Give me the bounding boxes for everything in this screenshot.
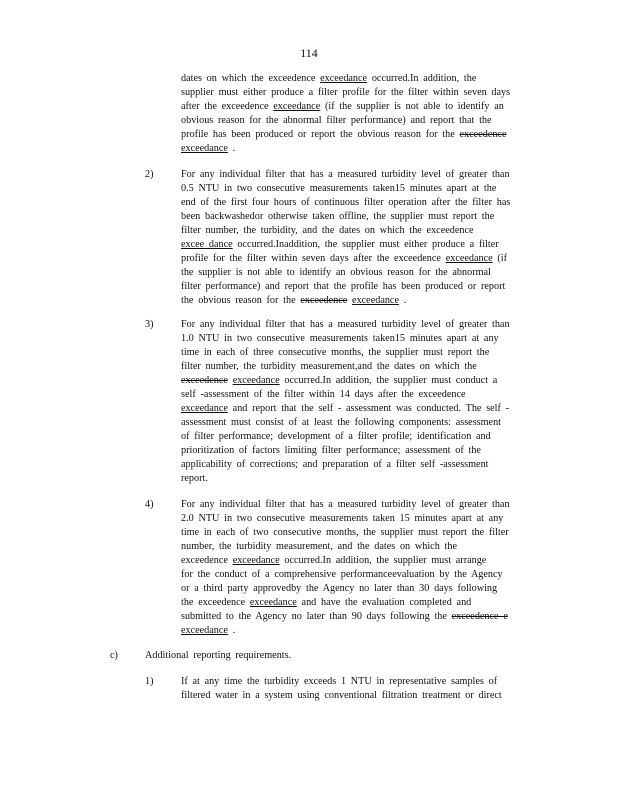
text-line (181, 374, 510, 388)
underlined-insertion: exceedance (232, 555, 280, 566)
text-line (181, 224, 510, 238)
text-line (181, 675, 502, 689)
underlined-insertion: exceedance (445, 253, 493, 264)
text-run: supplier must either produce a filter profile for the filter within seven days (181, 87, 511, 98)
item-c1-paragraph (181, 675, 502, 703)
text-run: . (227, 143, 236, 154)
text-run: occurred.In addition, the supplier must arrange (279, 555, 487, 566)
text-line (181, 210, 510, 224)
section-heading (145, 649, 291, 663)
text-run: . (398, 295, 407, 306)
text-run: occurred.Inaddition, the supplier must either produce a filter (232, 239, 499, 250)
section-marker: c) (110, 650, 118, 661)
text-run: the exceedence (181, 597, 250, 608)
text-run: assessment must consist of at least the following components: assessment (181, 417, 502, 428)
text-run: prioritization of factors limiting filter performance; assessment of the (181, 445, 481, 456)
text-run: (if (492, 253, 508, 264)
text-line (181, 472, 510, 486)
text-run: for the conduct of a comprehensive performanceevaluation by the Agency (181, 569, 503, 580)
underlined-insertion: exceedance (232, 375, 280, 386)
text-line (181, 416, 510, 430)
text-run: exceedence (181, 555, 233, 566)
item-marker: 3) (145, 319, 154, 330)
text-run: and have the evaluation completed and (296, 597, 472, 608)
text-run: submitted to the Agency no later than 90 days following the (181, 611, 452, 622)
text-run: been backwashedor otherwise taken offline, the supplier must report the (181, 211, 495, 222)
text-line (181, 346, 510, 360)
text-line (181, 689, 502, 703)
text-run: . (227, 625, 236, 636)
text-line (181, 388, 510, 402)
struck-deletion: exceedence (181, 375, 228, 386)
item-marker: 4) (145, 499, 154, 510)
text-line (181, 294, 510, 308)
text-run: end of the first four hours of continuous filter operation after the filter has (181, 197, 511, 208)
text-line (181, 128, 510, 142)
text-line (181, 498, 510, 512)
text-run: If at any time the turbidity exceeds 1 NTU in representative samples of (181, 676, 498, 687)
text-run: dates on which the exceedence (181, 73, 321, 84)
item-2-paragraph (181, 168, 510, 308)
text-line (181, 318, 510, 332)
text-line (181, 142, 510, 156)
text-line (181, 252, 510, 266)
text-line (181, 402, 510, 416)
text-run: obvious reason for the abnormal filter performance) and report that the (181, 115, 492, 126)
text-run: time in each of three consecutive months, the supplier must report the (181, 347, 490, 358)
text-run: For any individual filter that has a measured turbidity level of greater than (181, 169, 510, 180)
text-run: time in each of two consecutive months, the supplier must report the filter (181, 527, 509, 538)
text-line (181, 114, 510, 128)
text-run: the obvious reason for the (181, 295, 301, 306)
text-line (181, 526, 510, 540)
item-4-paragraph (181, 498, 510, 638)
text-run: (if the supplier is not able to identify an (320, 101, 504, 112)
text-line (181, 182, 510, 196)
continuation-paragraph (181, 72, 510, 156)
text-line (181, 168, 510, 182)
text-line (181, 430, 510, 444)
text-run: occurred.In addition, the (367, 73, 477, 84)
text-line (181, 238, 510, 252)
text-line (181, 568, 510, 582)
struck-deletion: exceedence (459, 129, 507, 140)
text-line (181, 610, 510, 624)
text-line (181, 540, 510, 554)
text-run: 0.5 NTU in two consecutive measurements taken15 minutes apart at the (181, 183, 497, 194)
page-number: 114 (300, 46, 318, 60)
section-heading-text: Additional reporting requirements. (145, 650, 292, 661)
text-run: 1.0 NTU in two consecutive measurements taken15 minutes apart at any (181, 333, 499, 344)
text-line (181, 554, 510, 568)
underlined-insertion: excee dance (181, 239, 233, 250)
text-run: filter number, the turbidity measurement,and the dates on which the (181, 361, 477, 372)
struck-deletion: exceedence e (451, 611, 508, 622)
text-line (181, 596, 510, 610)
underlined-insertion: exceedance (181, 403, 228, 414)
text-line (181, 444, 510, 458)
underlined-insertion: exceedance (273, 101, 321, 112)
underlined-insertion: exceedance (181, 143, 228, 154)
text-run: filter number, the turbidity, and the dates on which the exceedence (181, 225, 474, 236)
text-run: occurred.In addition, the supplier must conduct a (279, 375, 498, 386)
text-run: report. (181, 473, 208, 484)
text-run: 2.0 NTU in two consecutive measurements taken 15 minutes apart at any (181, 513, 504, 524)
underlined-insertion: exceedance (181, 625, 228, 636)
text-line (181, 582, 510, 596)
text-run: profile has been produced or report the obvious reason for the (181, 129, 460, 140)
text-run: number, the turbidity measurement, and the dates on which the (181, 541, 457, 552)
text-run: of filter performance; development of a filter profile; identification and (181, 431, 491, 442)
text-line (181, 72, 510, 86)
text-line (181, 196, 510, 210)
text-line (181, 266, 510, 280)
item-marker: 2) (145, 169, 154, 180)
underlined-insertion: exceedance (352, 295, 399, 306)
text-line (181, 100, 510, 114)
text-line (181, 332, 510, 346)
struck-deletion: exceedence (300, 295, 348, 306)
text-run: self -assessment of the filter within 14 days after the exceedence (181, 389, 466, 400)
item-marker: 1) (145, 676, 154, 687)
item-3-paragraph (181, 318, 510, 486)
text-run: and report that the self - assessment was conducted. The self - (227, 403, 510, 414)
text-line (181, 458, 510, 472)
text-line (181, 512, 510, 526)
text-run: For any individual filter that has a measured turbidity level of greater than (181, 319, 510, 330)
text-line (181, 624, 510, 638)
text-run: profile for the filter within seven days after the exceedence (181, 253, 446, 264)
text-line (181, 280, 510, 294)
text-line (181, 86, 510, 100)
underlined-insertion: exceedance (320, 73, 368, 84)
text-run: or a third party approvedby the Agency no later than 30 days following (181, 583, 498, 594)
text-run: the supplier is not able to identify an obvious reason for the abnormal (181, 267, 491, 278)
text-run: For any individual filter that has a measured turbidity level of greater than (181, 499, 510, 510)
text-run: filter performance) and report that the profile has been produced or report (181, 281, 506, 292)
underlined-insertion: exceedance (249, 597, 297, 608)
text-line (181, 360, 510, 374)
text-run: filtered water in a system using conventional filtration treatment or direct (181, 690, 502, 701)
text-run: applicability of corrections; and preparation of a filter self -assessment (181, 459, 489, 470)
text-run: after the exceedence (181, 101, 274, 112)
